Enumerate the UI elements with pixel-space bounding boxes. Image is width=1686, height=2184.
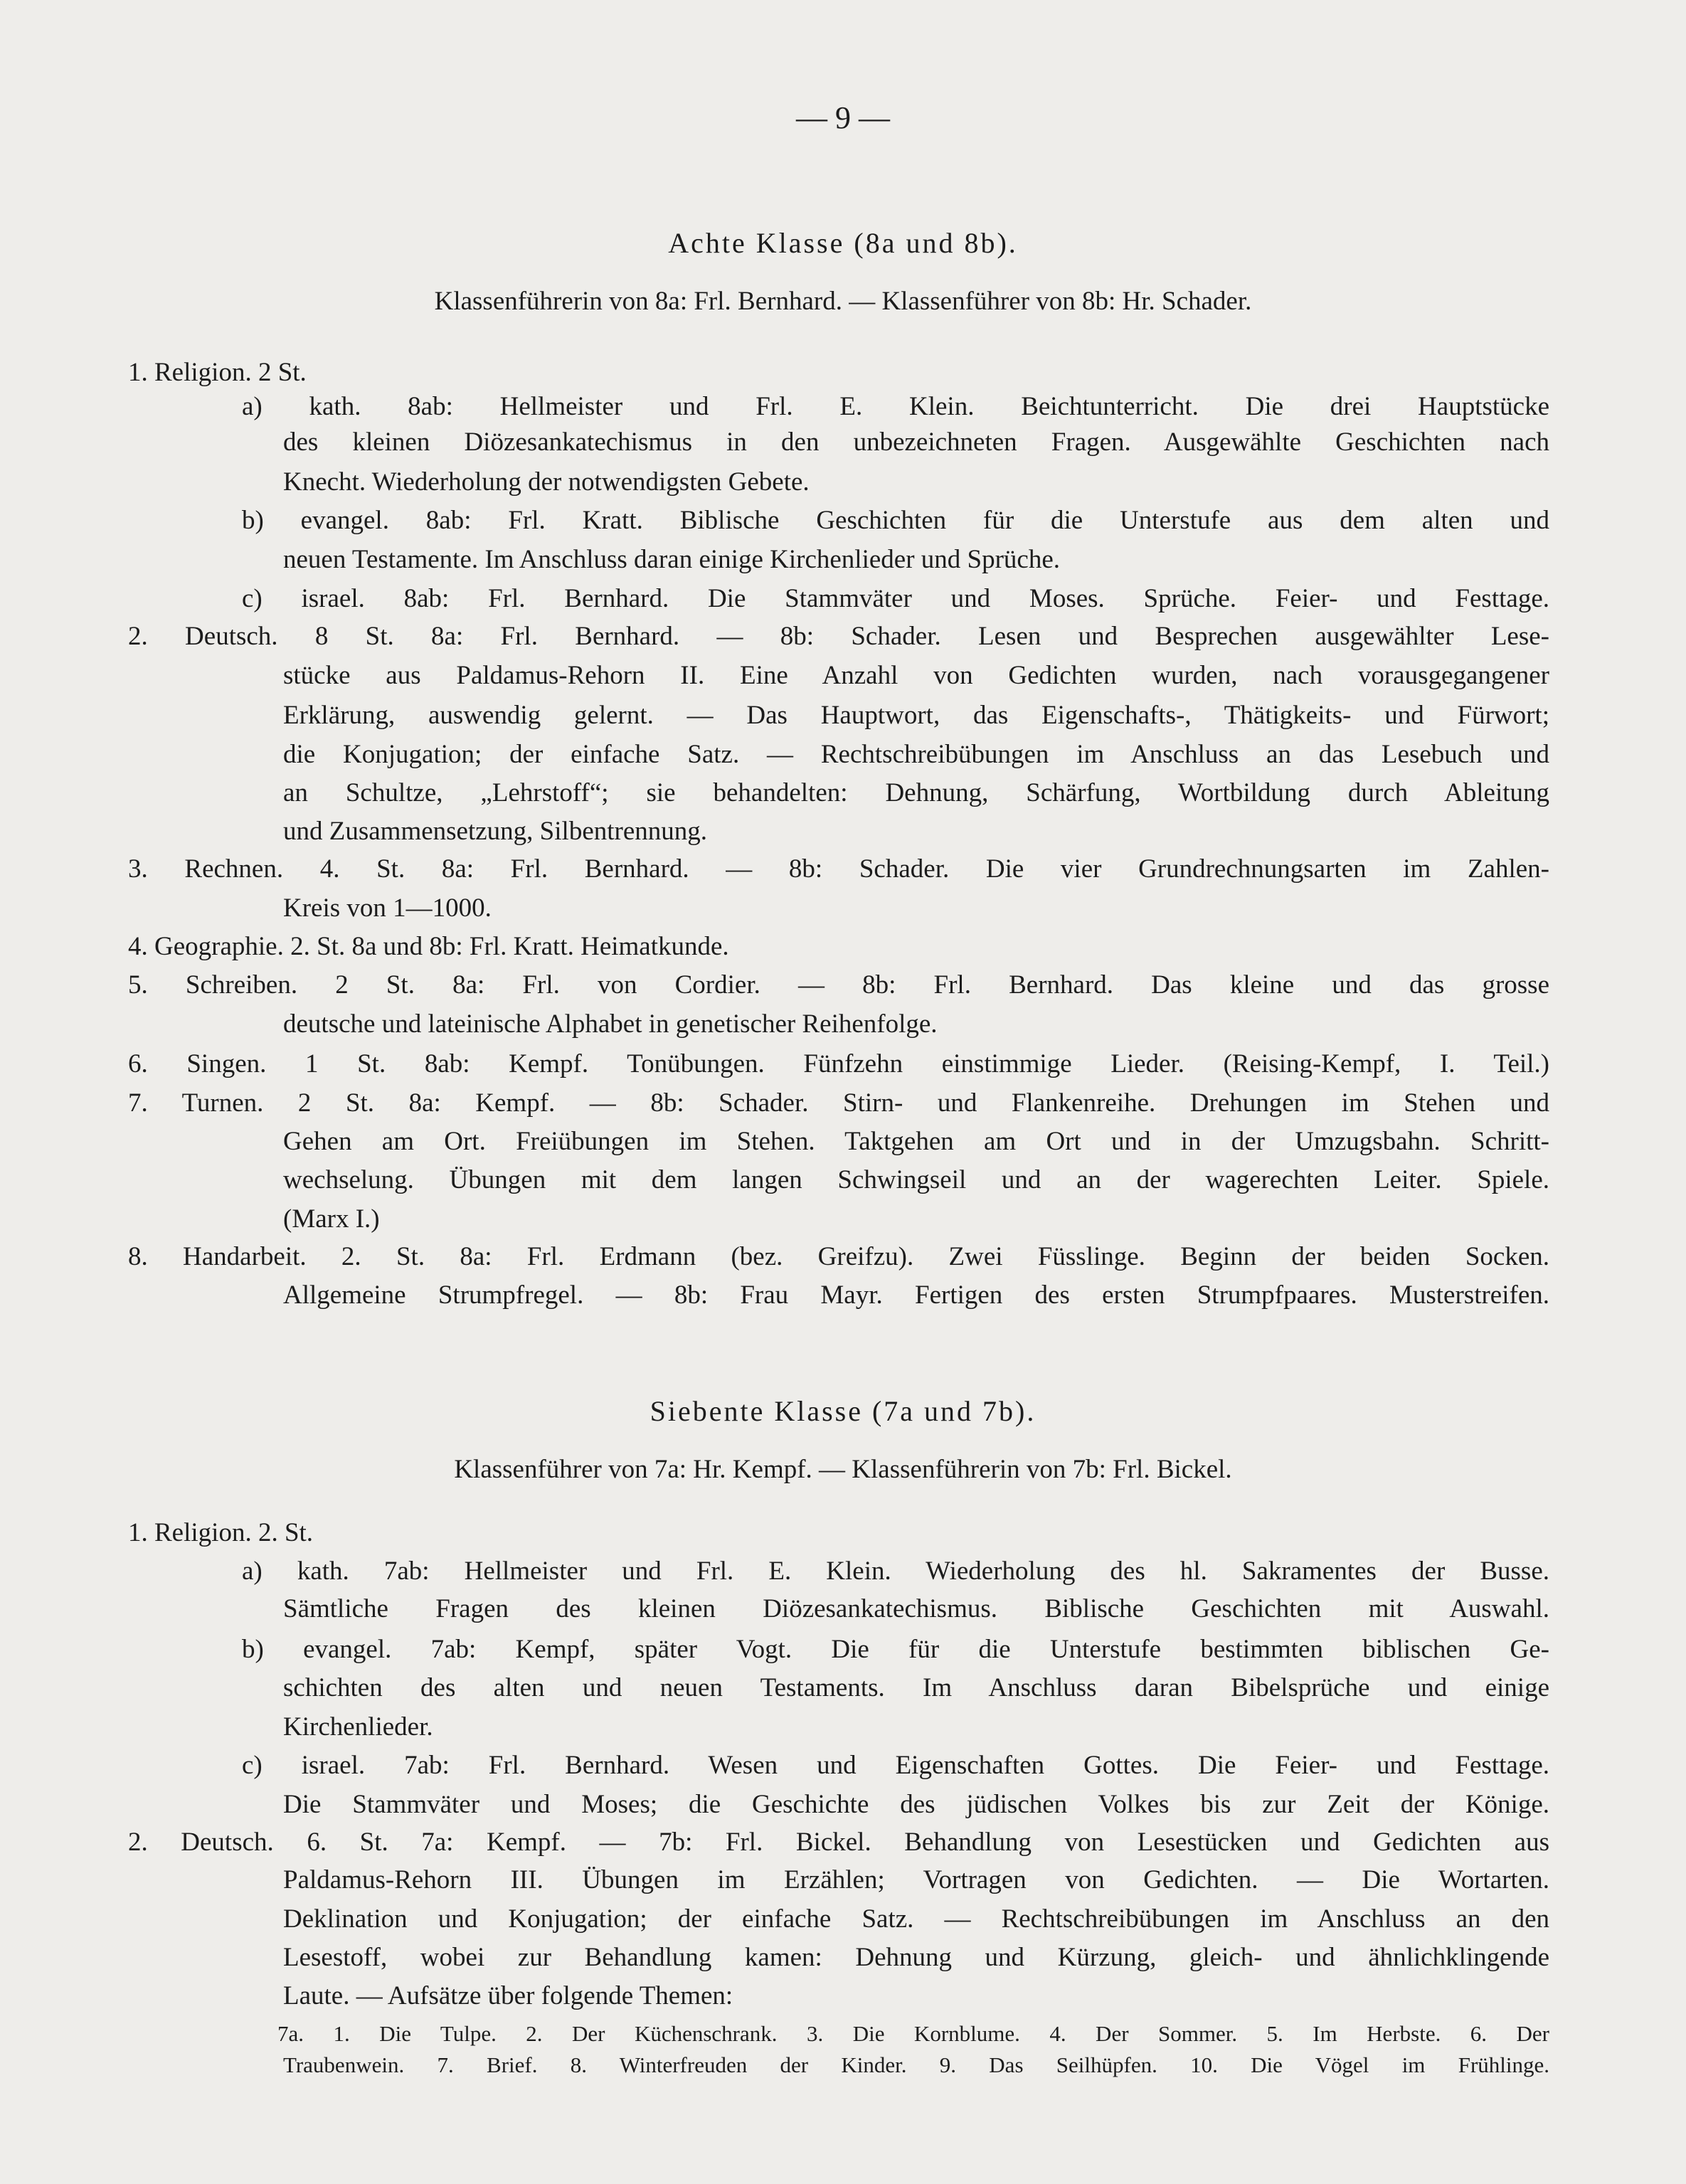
text-line: Kreis von 1—1000. xyxy=(283,894,492,923)
text-line: Erklärung, auswendig gelernt. — Das Hauptwort, das Eigenschafts-, Thätigkeits- und Fürwort; xyxy=(283,701,1549,730)
text-line: Deklination und Konjugation; der einfache Satz. — Rechtschreibübungen im Anschluss an den xyxy=(283,1904,1549,1934)
text-line: c) israel. 7ab: Frl. Bernhard. Wesen und Eigenschaften Gottes. Die Feier- und Festtage. xyxy=(242,1751,1549,1780)
section-heading-siebente-klasse: Siebente Klasse (7a und 7b). xyxy=(650,1395,1036,1427)
text-line: 2. Deutsch. 8 St. 8a: Frl. Bernhard. — 8b: Schader. Lesen und Besprechen ausgewählter Lese- xyxy=(128,622,1549,651)
text-line: (Marx I.) xyxy=(283,1204,380,1234)
text-line: b) evangel. 8ab: Frl. Kratt. Biblische Geschichten für die Unterstufe aus dem alten und xyxy=(242,506,1549,535)
text-line: Paldamus-Rehorn III. Übungen im Erzählen; Vortragen von Gedichten. — Die Wortarten. xyxy=(283,1865,1549,1894)
text-line: 2. Deutsch. 6. St. 7a: Kempf. — 7b: Frl. Bickel. Behandlung von Lesestücken und Gedichten aus xyxy=(128,1828,1549,1857)
text-line: Die Stammväter und Moses; die Geschichte des jüdischen Volkes bis zur Zeit der Könige. xyxy=(283,1790,1549,1819)
text-line: 5. Schreiben. 2 St. 8a: Frl. von Cordier. — 8b: Frl. Bernhard. Das kleine und das grosse xyxy=(128,970,1549,1000)
text-line: 4. Geographie. 2. St. 8a und 8b: Frl. Kratt. Heimatkunde. xyxy=(128,932,729,961)
text-line: Sämtliche Fragen des kleinen Diözesankatechismus. Biblische Geschichten mit Auswahl. xyxy=(283,1594,1549,1623)
text-line: 1. Religion. 2 St. xyxy=(128,358,307,387)
text-line: a) kath. 7ab: Hellmeister und Frl. E. Klein. Wiederholung des hl. Sakramentes der Busse. xyxy=(242,1557,1549,1586)
page-number: — 9 — xyxy=(796,100,890,135)
text-line: die Konjugation; der einfache Satz. — Rechtschreibübungen im Anschluss an das Lesebuch und xyxy=(283,740,1549,769)
class-leaders-8: Klassenführerin von 8a: Frl. Bernhard. — Klassenführer von 8b: Hr. Schader. xyxy=(434,287,1252,316)
text-line: 3. Rechnen. 4. St. 8a: Frl. Bernhard. — 8b: Schader. Die vier Grundrechnungsarten im Zahlen- xyxy=(128,854,1549,884)
text-line: c) israel. 8ab: Frl. Bernhard. Die Stammväter und Moses. Sprüche. Feier- und Festtage. xyxy=(242,584,1549,613)
text-line: des kleinen Diözesankatechismus in den unbezeichneten Fragen. Ausgewählte Geschichten nach xyxy=(283,428,1549,457)
text-line: und Zusammensetzung, Silbentrennung. xyxy=(283,817,708,846)
text-line: Kirchenlieder. xyxy=(283,1712,433,1742)
text-line: an Schultze, „Lehrstoff“; sie behandelten: Dehnung, Schärfung, Wortbildung durch Ableitung xyxy=(283,778,1549,807)
text-line: 1. Religion. 2. St. xyxy=(128,1518,314,1547)
text-line: Gehen am Ort. Freiübungen im Stehen. Taktgehen am Ort und in der Umzugsbahn. Schritt- xyxy=(283,1127,1549,1156)
text-line: Traubenwein. 7. Brief. 8. Winterfreuden der Kinder. 9. Das Seilhüpfen. 10. Die Vögel im Frühlinge. xyxy=(283,2052,1549,2077)
text-line: Lesestoff, wobei zur Behandlung kamen: Dehnung und Kürzung, gleich- und ähnlichklingende xyxy=(283,1943,1549,1972)
text-line: a) kath. 8ab: Hellmeister und Frl. E. Klein. Beichtunterricht. Die drei Hauptstücke xyxy=(242,392,1549,421)
text-line: b) evangel. 7ab: Kempf, später Vogt. Die für die Unterstufe bestimmten biblischen Ge- xyxy=(242,1635,1549,1664)
text-line: wechselung. Übungen mit dem langen Schwingseil und an der wagerechten Leiter. Spiele. xyxy=(283,1165,1549,1194)
text-line: 7a. 1. Die Tulpe. 2. Der Küchenschrank. 3. Die Kornblume. 4. Der Sommer. 5. Im Herbste. 6. Der xyxy=(277,2021,1549,2046)
text-line: Knecht. Wiederholung der notwendigsten Gebete. xyxy=(283,467,810,497)
text-line: Allgemeine Strumpfregel. — 8b: Frau Mayr. Fertigen des ersten Strumpfpaares. Musterstreifen. xyxy=(283,1281,1549,1310)
section-heading-achte-klasse: Achte Klasse (8a und 8b). xyxy=(668,227,1018,259)
text-line: Laute. — Aufsätze über folgende Themen: xyxy=(283,1981,733,2010)
text-line: schichten des alten und neuen Testaments. Im Anschluss daran Bibelsprüche und einige xyxy=(283,1673,1549,1702)
text-line: stücke aus Paldamus-Rehorn II. Eine Anzahl von Gedichten wurden, nach vorausgegangener xyxy=(283,661,1549,690)
text-line: neuen Testamente. Im Anschluss daran einige Kirchenlieder und Sprüche. xyxy=(283,545,1061,574)
text-line: 7. Turnen. 2 St. 8a: Kempf. — 8b: Schader. Stirn- und Flankenreihe. Drehungen im Stehen und xyxy=(128,1088,1549,1118)
class-leaders-7: Klassenführer von 7a: Hr. Kempf. — Klassenführerin von 7b: Frl. Bickel. xyxy=(454,1455,1232,1484)
text-line: deutsche und lateinische Alphabet in genetischer Reihenfolge. xyxy=(283,1009,938,1039)
text-line: 6. Singen. 1 St. 8ab: Kempf. Tonübungen. Fünfzehn einstimmige Lieder. (Reising-Kempf, I. Teil.) xyxy=(128,1049,1549,1078)
text-line: 8. Handarbeit. 2. St. 8a: Frl. Erdmann (bez. Greifzu). Zwei Füsslinge. Beginn der beiden Socken. xyxy=(128,1242,1549,1271)
